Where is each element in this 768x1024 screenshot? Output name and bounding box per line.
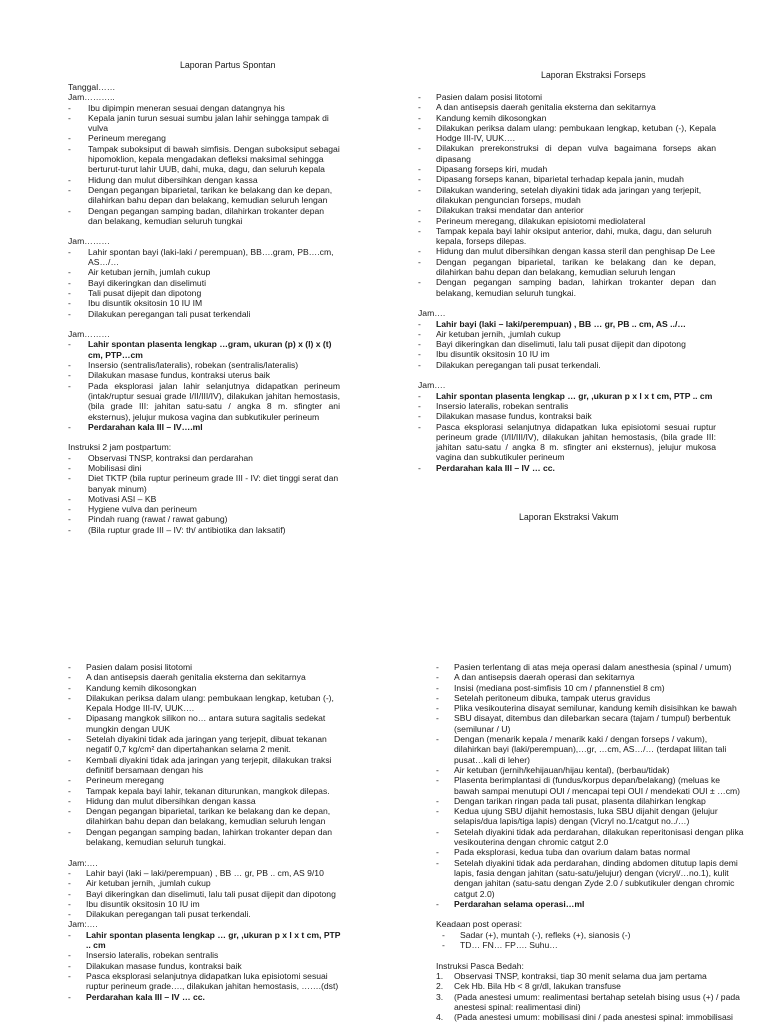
list-item: - Perdarahan kala III – IV….ml [68,421,203,432]
list-item: - Pasca eksplorasi selanjutnya didapatkan luka episiotomi sesuai ruptur perineum grade…., dilakukan jahitan hemostasis, …….(dst) [68,970,339,992]
list-item: - Lahir spontan plasenta lengkap … gr, ,ukuran p x l x t cm, PTP .. cm [68,929,341,951]
list-item: - Pasca eksplorasi selanjutnya didapatkan luka episiotomi sesuai ruptur perineum grade (I/II/III/IV), dilakukan jahitan hemostasis, (bila grade III: jahitan satu-satu / angka 8 m. sfingter ani eksternus), jelujur mukosa vagina dan subkutikuler perineum [418,421,716,463]
list-item: - Air ketuban jernih, jumlah cukup [68,267,211,278]
list-item: - Lahir bayi (laki – laki/perempuan) , BB … gr, PB .. cm, AS 9/10 [68,867,324,878]
list-item: - Pada eksplorasi, kedua tuba dan ovarium dalam batas normal [436,847,690,858]
forseps-section [418,92,716,473]
list-item: - Dengan pegangan biparietal, tarikan ke belakang dan ke depan, dilahirkan bahu depan dan belakang, kemudian seluruh lengan [68,806,331,827]
list-item: - Pasien dalam posisi litotomi [418,92,543,102]
list-item: - Ibu disuntik oksitosin 10 IU IM [68,298,203,309]
list-item: - Bayi dikeringkan dan diselimuti, lalu tali pusat dijepit dan dipotong [68,888,336,899]
list-item: - Air ketuban jernih, ,jumlah cukup [418,328,561,339]
list-item: - Kandung kemih dikosongkan [68,682,197,693]
list-item: - Air ketuban (jernih/kehijauan/hijau kental), (berbau/tidak) [436,764,670,775]
list-item: - Tampak kepala bayi lahir, tekanan diturunkan, mangkok dilepas. [68,785,330,796]
list-item: - Motivasi ASI – KB [68,493,157,504]
list-item: - Dilakukan peregangan tali pusat terkendali. [68,909,251,920]
jam-label: Jam……… [68,329,111,340]
list-item: - Kandung kemih dikosongkan [418,112,547,123]
partus-spontan-title: Laporan Partus Spontan [180,60,276,70]
list-item: - Dengan pegangan biparietal, tarikan ke belakang dan ke depan, dilahirkan bahu depan dan belakang, kemudian seluruh lengan [418,256,716,278]
list-item: - Insersio lateralis, robekan sentralis [68,950,219,961]
list-item: - Mobilisasi dini [68,462,142,473]
list-item: - Setelah diyakini tidak ada jaringan yang terjepit, dibuat tekanan negatif 0,7 kg/cm² dan dipertahankan selama 2 menit. [68,734,327,755]
jam-label: Jam……….. [68,92,115,103]
list-item: - Tampak suboksiput di bawah simfisis. Dengan suboksiput sebagai hipomoklion, kepala mengadakan defleksi maksimal sehingga berturut-turut lahir UUB, dahi, muka, dagu, dan seluruh kepala [68,143,340,175]
list-item: - Hidung dan mulut dibersihkan dengan kassa [68,795,256,806]
list-item: - Insersio (sentralis/lateralis), robekan (sentralis/lateralis) [68,360,299,371]
list-item: - Diet TKTP (bila ruptur perineum grade III - IV: diet tinggi serat dan banyak minum) [68,473,339,494]
jam-label: Jam……… [68,236,111,247]
jam-label: Jam…. [418,308,446,319]
list-item: - TD… FN… FP…. Suhu… [442,940,558,951]
list-item: - Dilakukan peregangan tali pusat terkendali [68,308,251,319]
list-item: - A dan antisepsis daerah genitalia eksterna dan sekitarnya [418,102,656,113]
forseps-title: Laporan Ekstraksi Forseps [541,70,646,80]
jam-label: Jam:…. [68,857,98,868]
list-item: - Plasenta berimplantasi di (fundus/korpus depan/belakang) (meluas ke bawah sampai menutupi OUI / mencapai tepi OUI / mendekati OUI ± …cm) [436,775,741,796]
list-item: - Dilakukan masase fundus, kontraksi baik [418,411,592,422]
list-item: - Bayi dikeringkan dan diselimuti, lalu tali pusat dijepit dan dipotong [418,339,686,350]
list-item: - Lahir spontan bayi (laki-laki / perempuan), BB….gram, PB….cm, AS…/… [68,246,334,268]
keadaan-title: Keadaan post operasi: [436,919,523,930]
list-item: - Hidung dan mulut dibersihkan dengan kassa steril dan penghisap De Lee [418,246,716,257]
list-item: 1. Observasi TNSP, kontraksi, tiap 30 menit selama dua jam pertama [436,970,707,981]
list-item: - Air ketuban jernih, ,jumlah cukup [68,878,211,889]
list-item: - Tampak kepala bayi lahir oksiput anterior, dahi, muka, dagu, dan seluruh kepala, forseps dilepas. [418,225,712,247]
list-item: 3. (Pada anestesi umum: realimentasi bertahap setelah bising usus (+) / pada anestesi spinal: realimentasi dini) [436,991,740,1012]
list-item: - Observasi TNSP, kontraksi dan perdarahan [68,452,253,463]
list-item: 2. Cek Hb. Bila Hb < 8 gr/dl, lakukan transfuse [436,981,621,992]
list-item: - Kedua ujung SBU dijahit hemostasis, luka SBU dijahit dengan (jelujur selapis/dua lapis/tiga lapis) dengan (Vicryl no.1/catgut no../…) [436,806,718,827]
list-item: - Lahir spontan plasenta lengkap … gr, ,ukuran p x l x t cm, PTP .. cm [418,390,713,401]
list-item: - Ibu dipimpin meneran sesuai dengan datangnya his [68,102,285,113]
list-item: - Dipasang forseps kiri, mudah [418,164,548,175]
list-item: - Pada eksplorasi jalan lahir selanjutnya didapatkan perineum (intak/ruptur sesuai grade I/II/III/IV), dilakukan jahitan hemostasis, (bila grade III: jahitan satu-satu / angka 8 m. sfingter ani eksternus), jelujur mukosa vagina dan subkutikuler perineum [68,380,340,422]
sectio-section [436,662,744,1022]
list-item: - Hidung dan mulut dibersihkan dengan kassa [68,174,258,185]
list-item: - Ibu disuntik oksitosin 10 IU im [68,898,200,909]
list-item: - (Bila ruptur grade III – IV: th/ antibiotika dan laksatif) [68,524,286,535]
list-item: - A dan antisepsis daerah operasi dan sekitarnya [436,672,635,683]
list-item: - Lahir spontan plasenta lengkap …gram, ukuran (p) x (l) x (t) cm, PTP…cm [68,339,332,360]
list-item: - Insersio lateralis, robekan sentralis [418,400,569,411]
list-item: - Dengan pegangan samping badan, dilahirkan trokanter depan dan belakang, kemudian seluruh tungkai [68,205,325,226]
instruksi-title: Instruksi 2 jam postpartum: [68,442,172,453]
jam-label: Jam…. [418,380,446,391]
list-item: - Lahir bayi (laki – laki/perempuan) , BB … gr, PB .. cm, AS ../… [418,318,686,329]
list-item: - Dilakukan wandering, setelah diyakini tidak ada jaringan yang terjepit, dilakukan penguncian forseps, mudah [418,184,702,205]
list-item: - Dilakukan peregangan tali pusat terkendali. [418,359,601,370]
list-item: - Perdarahan kala III – IV … cc. [418,462,555,473]
list-item: - Dengan tarikan ringan pada tali pusat, plasenta dilahirkan lengkap [436,795,706,806]
list-item: - Dilakukan traksi mendatar dan anterior [418,205,584,216]
list-item: - Dengan (menarik kepala / menarik kaki / dengan forseps / vakum), dilahirkan bayi (laki/perempuan),…gr, …cm, AS…/… (terdapat lilitan tali pusat…kali di leher) [436,734,727,765]
list-item: - Ibu disuntik oksitosin 10 IU im [418,349,550,360]
list-item: - Dipasang forseps kanan, biparietal terhadap kepala janin, mudah [418,174,684,185]
list-item: - Perineum meregang [68,775,164,786]
list-item: - Dengan pegangan biparietal, tarikan ke belakang dan ke depan, dilahirkan bahu depan dan belakang, kemudian seluruh lengan [68,184,333,206]
list-item: - Perdarahan kala III – IV … cc. [68,991,205,1002]
list-item: - Kepala janin turun sesuai sumbu jalan lahir sehingga tampak di vulva [68,112,329,134]
list-item: - Dilakukan periksa dalam ulang: pembukaan lengkap, ketuban (-), Kepala Hodge III-IV, UUK…. [418,122,716,144]
list-item: - Hygiene vulva dan perineum [68,504,197,515]
list-item: - Dengan pegangan samping badan, lahirkan trokanter depan dan belakang, kemudian seluruh tungkai. [68,826,333,848]
list-item: - Pasien terlentang di atas meja operasi dalam anesthesia (spinal / umum) [436,662,732,672]
list-item: - Bayi dikeringkan dan diselimuti [68,277,206,288]
jam-label: Jam:…. [68,919,98,930]
list-item: - Setelah diyakini tidak ada perdarahan, dilakukan reperitonisasi dengan plika vesikouterina dengan chromic catgut 2.0 [436,826,744,848]
list-item: - Setelah diyakini tidak ada perdarahan, dinding abdomen ditutup lapis demi lapis, fasia dengan jahitan (satu-satu/jelujur) dengan (vicryl/…no.1), kulit dengan jahitan (satu-satu dengan Zyde 2.0 / subkutikuler dengan chromic catgut 2.0) [436,857,738,899]
list-item: - Pasien dalam posisi litotomi [68,662,193,672]
list-item: - Insisi (mediana post-simfisis 10 cm / pfannenstiel 8 cm) [436,682,665,693]
tanggal-label: Tanggal…… [68,82,116,92]
list-item: - Perineum meregang [68,133,166,144]
list-item: - Pindah ruang (rawat / rawat gabung) [68,514,228,525]
list-item: - Perineum meregang, dilakukan episiotomi mediolateral [418,215,646,226]
list-item: - Kembali diyakini tidak ada jaringan yang terjepit, dilakukan traksi definitif bersamaan dengan his [68,754,332,775]
vakum-title: Laporan Ekstraksi Vakum [519,512,619,522]
list-item: - Dilakukan prerekonstruksi di depan vulva bagaimana forseps akan dipasang [418,143,716,164]
list-item: - Plika vesikouterina disayat semilunar, kandung kemih disisihkan ke bawah [436,703,737,714]
list-item: - Setelah peritoneum dibuka, tampak uterus gravidus [436,692,651,703]
instruksi-title: Instruksi Pasca Bedah: [436,960,524,971]
list-item: - Perdarahan selama operasi…ml [436,898,585,909]
list-item: - Sadar (+), muntah (-), refleks (+), sianosis (-) [442,929,631,940]
vakum-section [68,662,346,1002]
partus-spontan-section [68,82,340,535]
list-item: - A dan antisepsis daerah genitalia eksterna dan sekitarnya [68,672,306,683]
list-item: - Dilakukan masase fundus, kontraksi uterus baik [68,370,270,381]
list-item: 4. (Pada anestesi umum: mobilisasi dini / pada anestesi spinal: immobilisasi [436,1012,733,1023]
list-item: - Dipasang mangkok silikon no… antara sutura sagitalis sedekat mungkin dengan UUK [68,713,326,734]
list-item: - Dengan pegangan samping badan, lahirkan trokanter depan dan belakang, kemudian seluruh tungkai. [418,277,716,298]
list-item: - Dilakukan masase fundus, kontraksi baik [68,960,242,971]
list-item: - Dilakukan periksa dalam ulang: pembukaan lengkap, ketuban (-), Kepala Hodge III-IV, UUK…. [68,692,334,714]
list-item: - Tali pusat dijepit dan dipotong [68,287,202,298]
list-item: - SBU disayat, ditembus dan dilebarkan secara (tajam / tumpul) berbentuk (semilunar / U) [436,713,731,734]
